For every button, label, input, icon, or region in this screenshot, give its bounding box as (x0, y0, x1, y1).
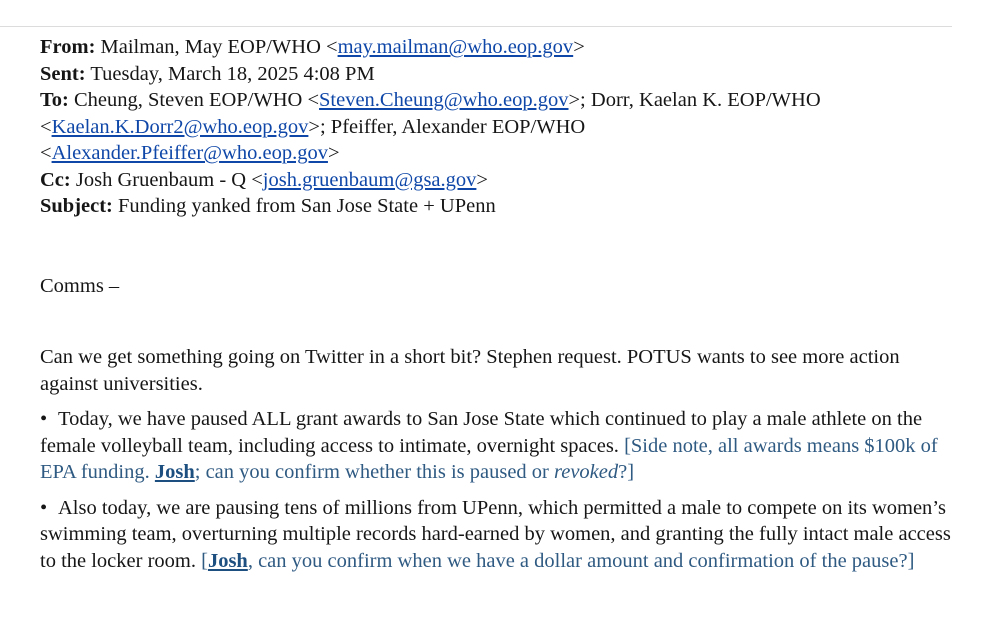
bullet-text: Today, we have paused ALL grant awards to San Jose State which continued to play a male athlete on the female volleyball team, including access to intimate, overnight spaces. (40, 408, 923, 457)
subject-value: Funding yanked from San Jose State + UPenn (118, 195, 496, 217)
from-email-link[interactable]: may.mailman@who.eop.gov (337, 36, 574, 58)
subject-label: Subject: (40, 195, 113, 217)
to-email-link-2[interactable]: Kaelan.K.Dorr2@who.eop.gov (51, 115, 309, 138)
side-note: [Side note, all awards means $100k of EPA funding. Josh; can you confirm whether this is paused or revoked?] (40, 434, 938, 483)
cc-email-link[interactable]: josh.gruenbaum@gsa.gov (262, 168, 477, 191)
email-message (40, 34, 955, 574)
from-name: Mailman, May EOP/WHO (100, 36, 321, 58)
from-label: From: (40, 36, 96, 58)
cc-name: Josh Gruenbaum - Q (75, 168, 247, 191)
josh-mention-link[interactable]: Josh (207, 549, 248, 572)
intro-paragraph: Can we get something going on Twitter in a short bit? Stephen request. POTUS wants to see more action against universities. (40, 346, 900, 395)
bullet-item-upenn (40, 495, 955, 575)
subject-line (40, 193, 955, 220)
to-label: To: (40, 89, 69, 111)
to-email-link-1[interactable]: Steven.Cheung@who.eop.gov (319, 89, 569, 111)
sent-label: Sent: (40, 62, 86, 85)
cc-line: Cc: Josh Gruenbaum - Q <josh.gruenbaum@gsa.gov> (40, 168, 488, 191)
bullet-item-san-jose (40, 406, 955, 486)
to-line: To: Cheung, Steven EOP/WHO <Steven.Cheung@who.eop.gov>; Dorr, Kaelan K. EOP/WHO <Kaelan.K.Dorr2@who.eop.gov>; Pfeiffer, Alexander EOP/WHO <Alexander.Pfeiffer@who.eop.gov> (40, 89, 821, 164)
from-line: From: Mailman, May EOP/WHO <may.mailman@who.eop.gov> (40, 36, 585, 58)
cc-label: Cc: (40, 168, 71, 191)
side-note: [Josh, can you confirm when we have a dollar amount and confirmation of the pause?] (201, 549, 915, 572)
to-name-1: Cheung, Steven EOP/WHO (74, 89, 303, 111)
sent-value: Tuesday, March 18, 2025 4:08 PM (90, 62, 375, 85)
greeting: Comms – (40, 274, 120, 297)
to-email-link-3[interactable]: Alexander.Pfeiffer@who.eop.gov (51, 142, 328, 164)
josh-mention-link[interactable]: Josh (154, 461, 195, 483)
to-name-2: Dorr, Kaelan K. EOP/WHO (590, 89, 821, 111)
bullet-text: Also today, we are pausing tens of millions from UPenn, which permitted a male to compete on its women’s swimming team, overturning multiple records hard-earned by women, and granting the fully intact male access to the locker room. (40, 496, 951, 572)
bullet-icon: • (40, 496, 48, 519)
bullet-icon: • (40, 408, 48, 430)
sent-line (40, 61, 955, 88)
top-divider (0, 26, 952, 27)
to-name-3: Pfeiffer, Alexander EOP/WHO (330, 115, 586, 138)
